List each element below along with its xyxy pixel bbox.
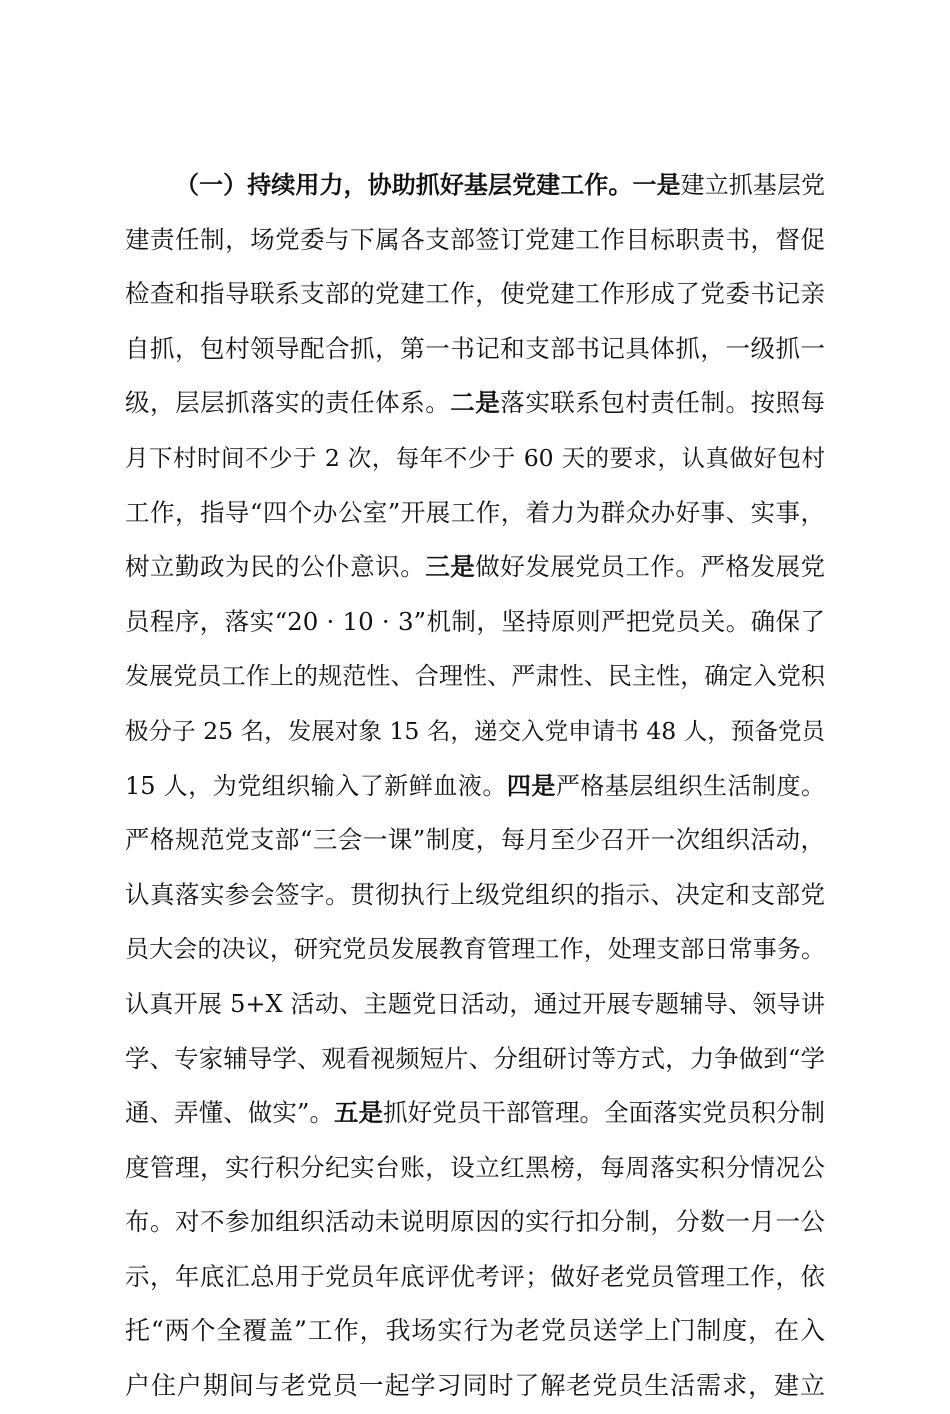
text-line bbox=[125, 267, 825, 322]
text-run: 学、专家辅导学、观看视频短片、分组研讨等方式，力争做到“学 bbox=[125, 1043, 825, 1073]
text-line bbox=[125, 158, 825, 213]
section-heading: （一）持续用力，协助抓好基层党建工作。 bbox=[175, 170, 633, 199]
text-run: 极分子 25 名，发展对象 15 名，递交入党申请书 48 人，预备党员 bbox=[125, 716, 825, 745]
text-run: 示，年底汇总用于党员年底评优考评；做好老党员管理工作，依 bbox=[125, 1261, 825, 1291]
text-run: 托“两个全覆盖”工作，我场实行为老党员送学上门制度，在入 bbox=[125, 1316, 825, 1346]
text-line bbox=[125, 540, 825, 595]
text-line bbox=[125, 1250, 825, 1305]
text-line bbox=[125, 213, 825, 268]
text-run: 严格规范党支部“三会一课”制度，每月至少召开一次组织活动， bbox=[125, 825, 825, 855]
text-run: 级，层层抓落实的责任体系。 bbox=[125, 388, 451, 418]
point-label-two: 二是 bbox=[450, 388, 501, 418]
text-run: 员程序，落实“20 · 10 · 3”机制，坚持原则严把党员关。确保了 bbox=[125, 606, 825, 636]
text-run: 建立抓基层党 bbox=[680, 171, 826, 199]
text-line bbox=[125, 1195, 825, 1250]
text-run: 发展党员工作上的规范性、合理性、严肃性、民主性，确定入党积 bbox=[125, 662, 825, 691]
text-line bbox=[125, 868, 825, 923]
text-run: 布。对不参加组织活动未说明原因的实行扣分制，分数一月一公 bbox=[125, 1207, 825, 1237]
text-line bbox=[125, 922, 825, 977]
text-run: 15 人，为党组织输入了新鲜血液。 bbox=[125, 771, 507, 800]
text-run: 工作，指导“四个办公室”开展工作，着力为群众办好事、实事， bbox=[125, 497, 825, 527]
point-label-five: 五是 bbox=[334, 1098, 384, 1128]
text-line bbox=[125, 1359, 825, 1414]
text-line bbox=[125, 322, 825, 377]
text-run: 员大会的决议，研究党员发展教育管理工作，处理支部日常事务。 bbox=[125, 935, 825, 964]
text-run: 做好发展党员工作。严格发展党 bbox=[475, 552, 826, 582]
point-label-four: 四是 bbox=[506, 770, 556, 800]
text-run: 检查和指导联系支部的党建工作，使党建工作形成了党委书记亲 bbox=[125, 279, 825, 309]
text-run: 严格基层组织生活制度。 bbox=[555, 771, 826, 800]
text-line bbox=[125, 977, 825, 1032]
text-line bbox=[125, 486, 825, 541]
text-run: 树立勤政为民的公仆意识。 bbox=[125, 552, 426, 582]
text-run: 户住户期间与老党员一起学习同时了解老党员生活需求，建立 bbox=[125, 1371, 825, 1401]
point-label-three: 三是 bbox=[425, 552, 476, 582]
text-line bbox=[125, 431, 825, 486]
text-run: 通、弄懂、做实”。 bbox=[125, 1098, 334, 1128]
text-run: 认真开展 5+X 活动、主题党日活动，通过开展专题辅导、领导讲 bbox=[125, 989, 825, 1018]
point-label-one: 一是 bbox=[632, 170, 681, 199]
text-line bbox=[125, 1032, 825, 1087]
text-line bbox=[125, 595, 825, 650]
text-line bbox=[125, 1141, 825, 1196]
text-run: 落实联系包村责任制。按照每 bbox=[500, 388, 826, 418]
text-line bbox=[125, 704, 825, 759]
text-run: 抓好党员干部管理。全面落实党员积分制 bbox=[383, 1098, 825, 1128]
text-line bbox=[125, 649, 825, 704]
text-run: 自抓，包村领导配合抓，第一书记和支部书记具体抓，一级抓一 bbox=[125, 333, 825, 363]
body-paragraph bbox=[125, 158, 825, 1414]
text-line bbox=[125, 813, 825, 868]
text-line bbox=[125, 376, 825, 431]
text-line bbox=[125, 1086, 825, 1141]
text-run: 月下村时间不少于 2 次，每年不少于 60 天的要求，认真做好包村 bbox=[125, 443, 825, 472]
text-run: 建责任制，场党委与下属各支部签订党建工作目标职责书，督促 bbox=[125, 224, 825, 254]
text-run: 度管理，实行积分纪实台账，设立红黑榜，每周落实积分情况公 bbox=[125, 1152, 825, 1182]
text-line bbox=[125, 1304, 825, 1359]
text-line bbox=[125, 759, 825, 814]
text-run: 认真落实参会签字。贯彻执行上级党组织的指示、决定和支部党 bbox=[125, 879, 825, 909]
